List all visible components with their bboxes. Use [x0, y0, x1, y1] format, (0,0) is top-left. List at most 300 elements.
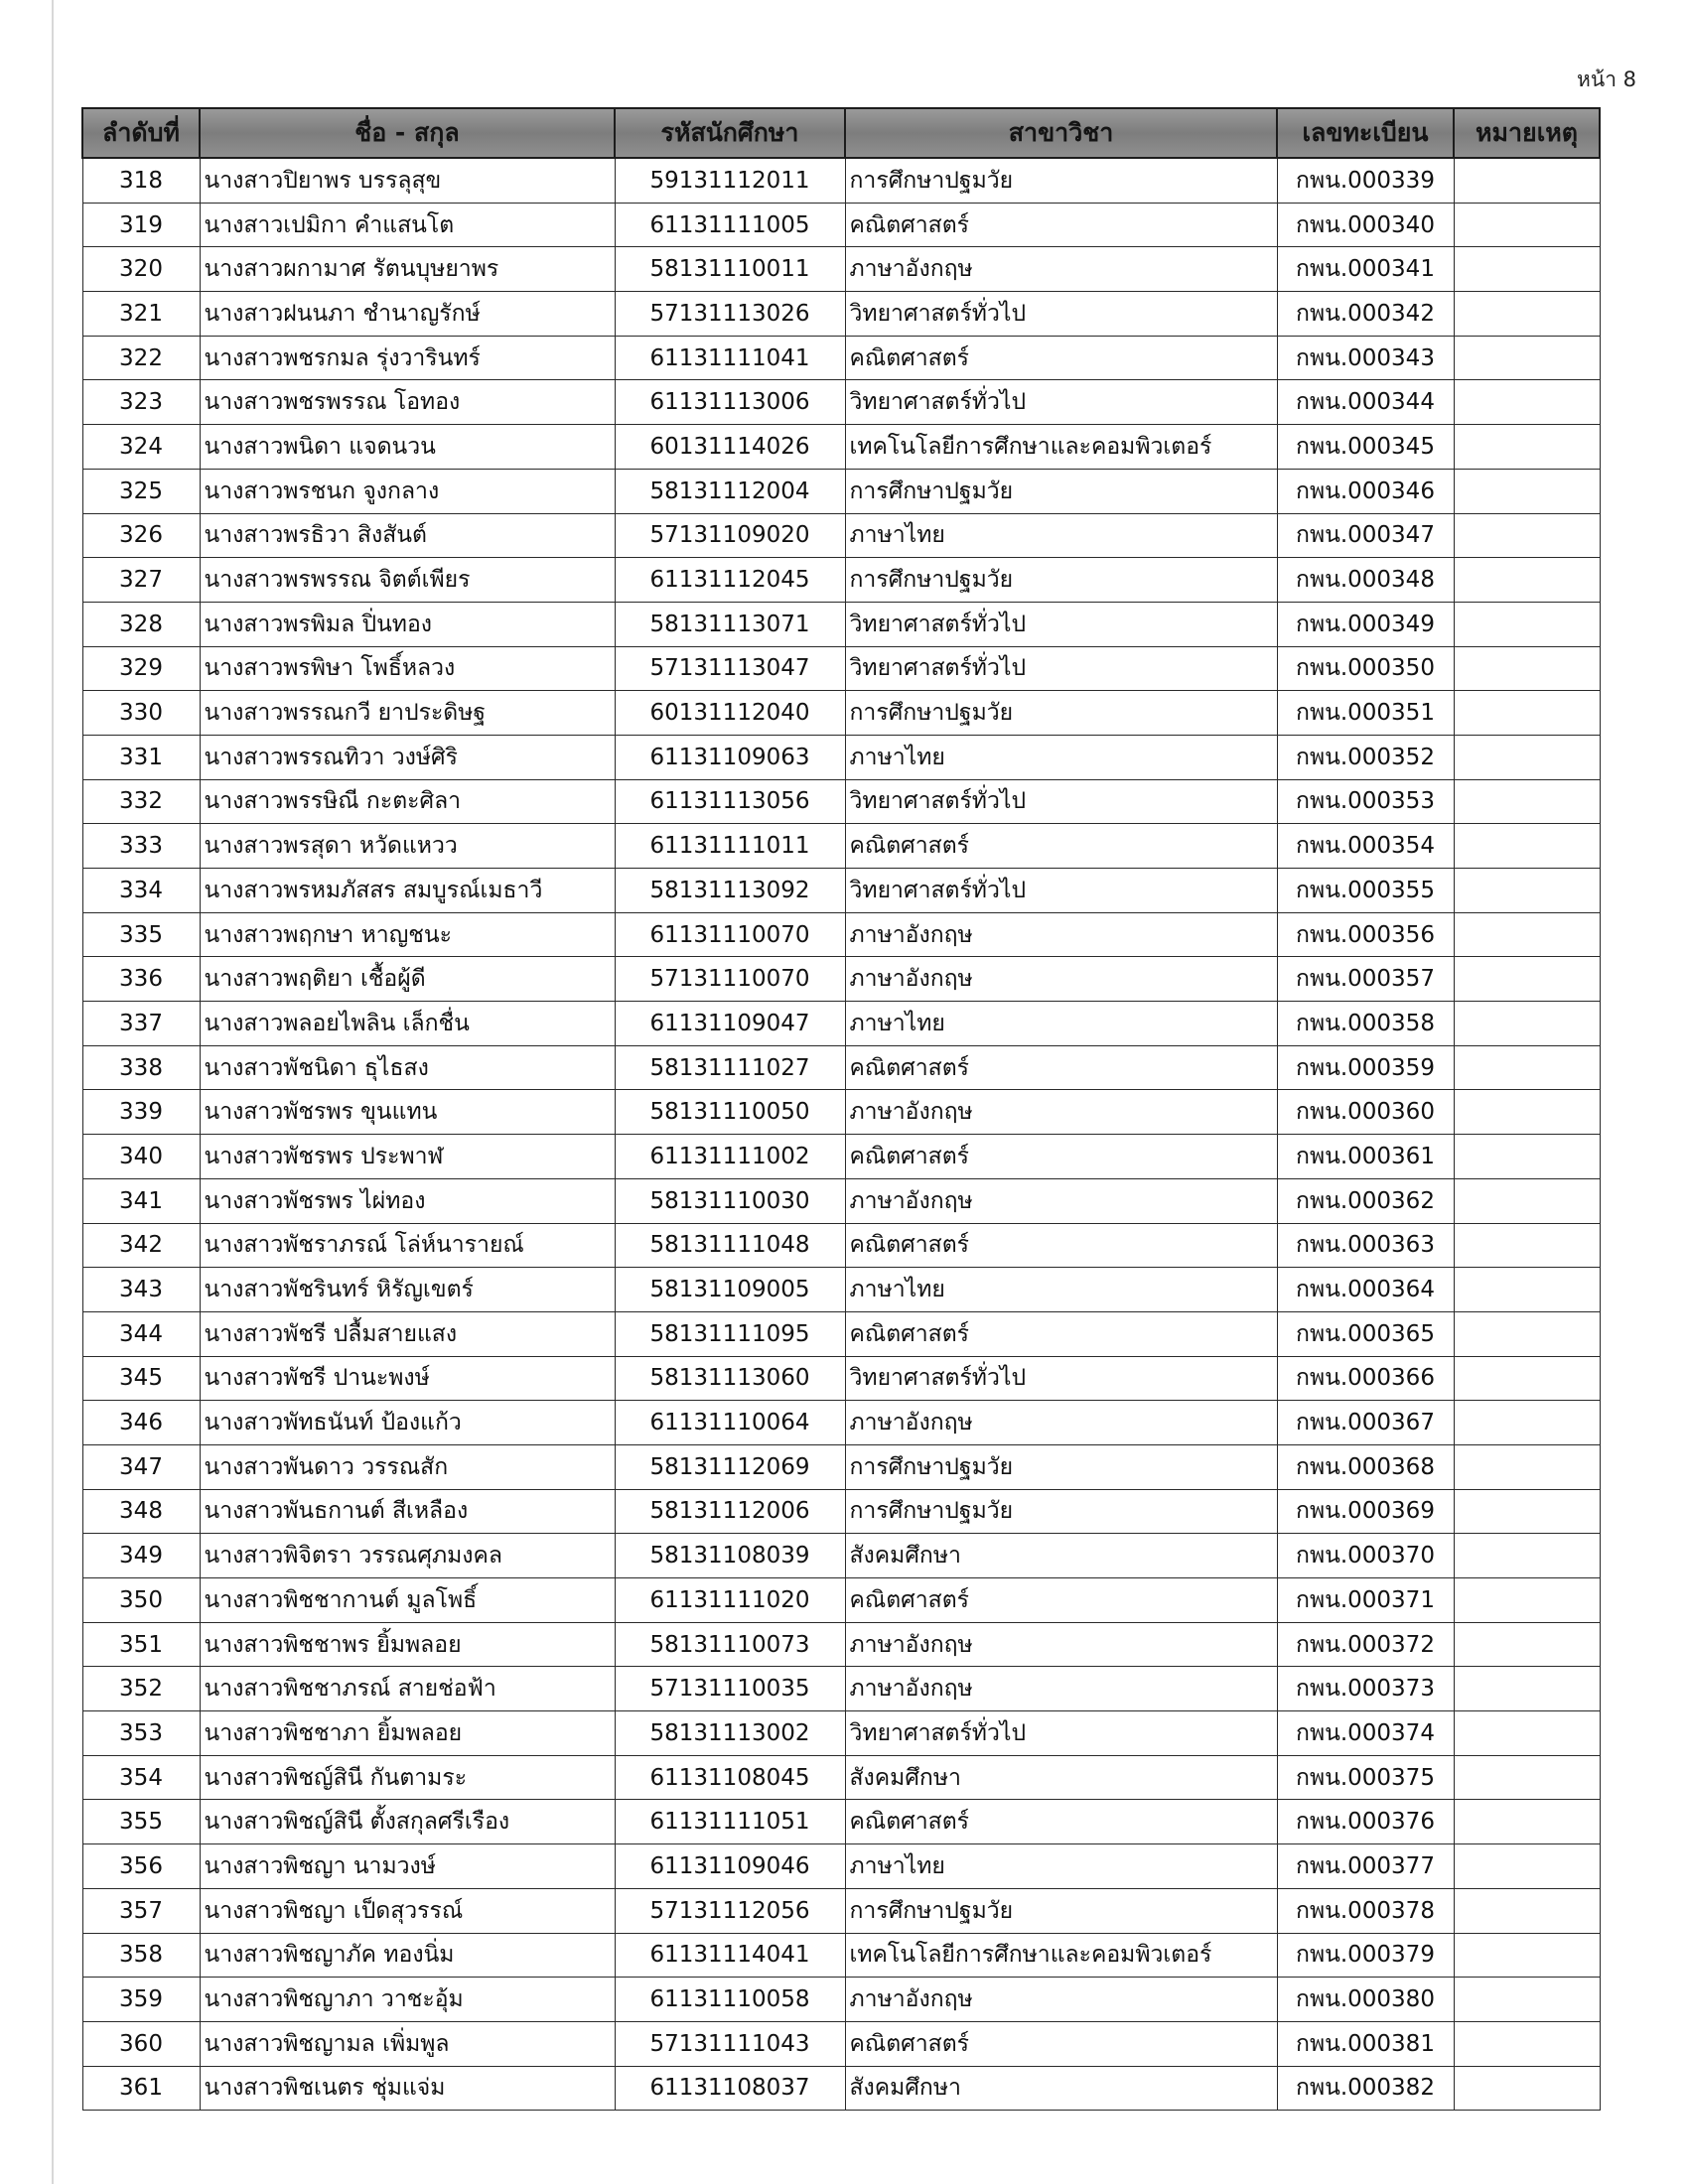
full-name-cell: นางสาวพชรพรรณ โอทอง [200, 380, 615, 425]
full-name-cell: นางสาวพรพรรณ จิตต์เพียร [200, 558, 615, 603]
student-id-cell: 61131108037 [615, 2066, 845, 2111]
student-id-cell: 57131113047 [615, 646, 845, 691]
order-number-cell: 336 [82, 957, 200, 1002]
major-cell: การศึกษาปฐมวัย [845, 691, 1277, 736]
order-number-cell: 319 [82, 203, 200, 247]
order-number-cell: 333 [82, 824, 200, 869]
order-number-cell: 350 [82, 1578, 200, 1623]
registration-number-cell: กพน.000365 [1277, 1311, 1454, 1356]
order-number-cell: 360 [82, 2021, 200, 2066]
remarks-cell [1454, 957, 1600, 1002]
table-row [82, 1444, 1600, 1489]
full-name-cell: นางสาวพรรณทิวา วงษ์ศิริ [200, 735, 615, 779]
table-row [82, 292, 1600, 337]
registration-number-cell: กพน.000341 [1277, 247, 1454, 292]
order-number-cell: 347 [82, 1444, 200, 1489]
registration-number-cell: กพน.000367 [1277, 1401, 1454, 1445]
registration-number-cell: กพน.000346 [1277, 469, 1454, 513]
student-id-cell: 61131112045 [615, 558, 845, 603]
full-name-cell: นางสาวพรหมภัสสร สมบูรณ์เมธาวี [200, 869, 615, 913]
remarks-cell [1454, 646, 1600, 691]
registration-number-cell: กพน.000379 [1277, 1933, 1454, 1978]
registration-number-cell: กพน.000381 [1277, 2021, 1454, 2066]
student-id-cell: 61131113056 [615, 779, 845, 824]
remarks-cell [1454, 292, 1600, 337]
remarks-cell [1454, 1755, 1600, 1800]
major-cell: การศึกษาปฐมวัย [845, 1444, 1277, 1489]
table-row [82, 735, 1600, 779]
student-id-cell: 61131111002 [615, 1135, 845, 1179]
student-id-cell: 57131110070 [615, 957, 845, 1002]
remarks-cell [1454, 735, 1600, 779]
major-cell: เทคโนโลยีการศึกษาและคอมพิวเตอร์ [845, 1933, 1277, 1978]
major-cell: ภาษาอังกฤษ [845, 1978, 1277, 2022]
table-row [82, 1888, 1600, 1933]
remarks-cell [1454, 1045, 1600, 1090]
full-name-cell: นางสาวพิชญ์สินี ตั้งสกุลศรีเรือง [200, 1800, 615, 1844]
full-name-cell: นางสาวพฤติยา เชื้อผู้ดี [200, 957, 615, 1002]
remarks-cell [1454, 1401, 1600, 1445]
student-id-cell: 61131109063 [615, 735, 845, 779]
full-name-cell: นางสาวพัชรพร ไผ่ทอง [200, 1178, 615, 1223]
remarks-cell [1454, 1711, 1600, 1756]
table-row [82, 602, 1600, 646]
header-major: สาขาวิชา [845, 108, 1277, 158]
table-row [82, 824, 1600, 869]
major-cell: สังคมศึกษา [845, 1534, 1277, 1578]
student-id-cell: 61131111041 [615, 336, 845, 380]
student-id-cell: 58131113092 [615, 869, 845, 913]
order-number-cell: 346 [82, 1401, 200, 1445]
student-id-cell: 57131110035 [615, 1667, 845, 1711]
remarks-cell [1454, 247, 1600, 292]
full-name-cell: นางสาวพิจิตรา วรรณศุภมงคล [200, 1534, 615, 1578]
major-cell: คณิตศาสตร์ [845, 1578, 1277, 1623]
order-number-cell: 356 [82, 1844, 200, 1889]
registration-number-cell: กพน.000344 [1277, 380, 1454, 425]
full-name-cell: นางสาวพัชนิดา ธุไธสง [200, 1045, 615, 1090]
remarks-cell [1454, 824, 1600, 869]
table-row [82, 1002, 1600, 1046]
table-row [82, 1135, 1600, 1179]
student-id-cell: 57131112056 [615, 1888, 845, 1933]
order-number-cell: 323 [82, 380, 200, 425]
student-id-cell: 61131114041 [615, 1933, 845, 1978]
order-number-cell: 343 [82, 1268, 200, 1312]
table-row [82, 1711, 1600, 1756]
student-id-cell: 61131109046 [615, 1844, 845, 1889]
major-cell: คณิตศาสตร์ [845, 1223, 1277, 1268]
major-cell: คณิตศาสตร์ [845, 2021, 1277, 2066]
student-id-cell: 61131111051 [615, 1800, 845, 1844]
full-name-cell: นางสาวพิชชากานต์ มูลโพธิ์ [200, 1578, 615, 1623]
student-id-cell: 58131111095 [615, 1311, 845, 1356]
table-row [82, 1978, 1600, 2022]
remarks-cell [1454, 869, 1600, 913]
major-cell: การศึกษาปฐมวัย [845, 558, 1277, 603]
registration-number-cell: กพน.000353 [1277, 779, 1454, 824]
major-cell: คณิตศาสตร์ [845, 1135, 1277, 1179]
major-cell: ภาษาไทย [845, 735, 1277, 779]
registration-number-cell: กพน.000347 [1277, 513, 1454, 558]
order-number-cell: 352 [82, 1667, 200, 1711]
table-row [82, 469, 1600, 513]
major-cell: วิทยาศาสตร์ทั่วไป [845, 869, 1277, 913]
registration-number-cell: กพน.000359 [1277, 1045, 1454, 1090]
registration-number-cell: กพน.000345 [1277, 425, 1454, 470]
registration-number-cell: กพน.000366 [1277, 1356, 1454, 1401]
major-cell: คณิตศาสตร์ [845, 1045, 1277, 1090]
student-id-cell: 61131110070 [615, 912, 845, 957]
remarks-cell [1454, 1978, 1600, 2022]
student-id-cell: 58131109005 [615, 1268, 845, 1312]
registration-number-cell: กพน.000356 [1277, 912, 1454, 957]
major-cell: ภาษาไทย [845, 1268, 1277, 1312]
major-cell: คณิตศาสตร์ [845, 336, 1277, 380]
full-name-cell: นางสาวพรรษิณี กะตะศิลา [200, 779, 615, 824]
remarks-cell [1454, 1223, 1600, 1268]
order-number-cell: 320 [82, 247, 200, 292]
full-name-cell: นางสาวพัชราภรณ์ โล่ห์นารายณ์ [200, 1223, 615, 1268]
major-cell: การศึกษาปฐมวัย [845, 1888, 1277, 1933]
major-cell: ภาษาอังกฤษ [845, 1401, 1277, 1445]
student-id-cell: 58131110073 [615, 1622, 845, 1667]
registration-number-cell: กพน.000339 [1277, 158, 1454, 203]
student-id-cell: 61131113006 [615, 380, 845, 425]
remarks-cell [1454, 2021, 1600, 2066]
table-header [82, 108, 1600, 158]
table-row [82, 779, 1600, 824]
order-number-cell: 338 [82, 1045, 200, 1090]
full-name-cell: นางสาวผกามาศ รัตนบุษยาพร [200, 247, 615, 292]
remarks-cell [1454, 203, 1600, 247]
order-number-cell: 328 [82, 602, 200, 646]
page-edge-line [52, 0, 54, 2184]
roster-table [81, 107, 1601, 2111]
student-id-cell: 58131113071 [615, 602, 845, 646]
student-id-cell: 61131109047 [615, 1002, 845, 1046]
remarks-cell [1454, 1311, 1600, 1356]
student-id-cell: 61131110058 [615, 1978, 845, 2022]
full-name-cell: นางสาวพันธกานต์ สีเหลือง [200, 1489, 615, 1534]
order-number-cell: 361 [82, 2066, 200, 2111]
full-name-cell: นางสาวพรรณกวี ยาประดิษฐ [200, 691, 615, 736]
order-number-cell: 344 [82, 1311, 200, 1356]
major-cell: ภาษาอังกฤษ [845, 1090, 1277, 1135]
full-name-cell: นางสาวพรชนก จูงกลาง [200, 469, 615, 513]
table-row [82, 158, 1600, 203]
major-cell: ภาษาอังกฤษ [845, 957, 1277, 1002]
table-row [82, 912, 1600, 957]
header-remarks: หมายเหตุ [1454, 108, 1600, 158]
table-row [82, 1933, 1600, 1978]
order-number-cell: 339 [82, 1090, 200, 1135]
remarks-cell [1454, 1800, 1600, 1844]
student-id-cell: 61131111011 [615, 824, 845, 869]
remarks-cell [1454, 912, 1600, 957]
student-id-cell: 58131113060 [615, 1356, 845, 1401]
order-number-cell: 318 [82, 158, 200, 203]
full-name-cell: นางสาวพัทธนันท์ ป้องแก้ว [200, 1401, 615, 1445]
student-id-cell: 58131111027 [615, 1045, 845, 1090]
major-cell: เทคโนโลยีการศึกษาและคอมพิวเตอร์ [845, 425, 1277, 470]
student-id-cell: 58131112069 [615, 1444, 845, 1489]
remarks-cell [1454, 513, 1600, 558]
student-id-cell: 58131108039 [615, 1534, 845, 1578]
full-name-cell: นางสาวปิยาพร บรรลุสุข [200, 158, 615, 203]
page-number: หน้า 8 [1577, 68, 1637, 91]
order-number-cell: 321 [82, 292, 200, 337]
full-name-cell: นางสาวพิชญาภา วาชะอุ้ม [200, 1978, 615, 2022]
roster-table-container [81, 107, 1599, 2111]
order-number-cell: 326 [82, 513, 200, 558]
order-number-cell: 327 [82, 558, 200, 603]
table-row [82, 1090, 1600, 1135]
full-name-cell: นางสาวพรธิวา สิงสันต์ [200, 513, 615, 558]
student-id-cell: 58131110050 [615, 1090, 845, 1135]
registration-number-cell: กพน.000351 [1277, 691, 1454, 736]
remarks-cell [1454, 1356, 1600, 1401]
remarks-cell [1454, 558, 1600, 603]
student-id-cell: 61131111020 [615, 1578, 845, 1623]
order-number-cell: 324 [82, 425, 200, 470]
order-number-cell: 345 [82, 1356, 200, 1401]
remarks-cell [1454, 1002, 1600, 1046]
registration-number-cell: กพน.000342 [1277, 292, 1454, 337]
remarks-cell [1454, 380, 1600, 425]
student-id-cell: 58131112006 [615, 1489, 845, 1534]
registration-number-cell: กพน.000374 [1277, 1711, 1454, 1756]
order-number-cell: 349 [82, 1534, 200, 1578]
major-cell: สังคมศึกษา [845, 2066, 1277, 2111]
remarks-cell [1454, 1489, 1600, 1534]
full-name-cell: นางสาวพฤกษา หาญชนะ [200, 912, 615, 957]
order-number-cell: 353 [82, 1711, 200, 1756]
registration-number-cell: กพน.000363 [1277, 1223, 1454, 1268]
student-id-cell: 61131111005 [615, 203, 845, 247]
table-row [82, 513, 1600, 558]
student-id-cell: 57131111043 [615, 2021, 845, 2066]
major-cell: ภาษาไทย [845, 1002, 1277, 1046]
table-row [82, 2066, 1600, 2111]
registration-number-cell: กพน.000360 [1277, 1090, 1454, 1135]
registration-number-cell: กพน.000376 [1277, 1800, 1454, 1844]
order-number-cell: 354 [82, 1755, 200, 1800]
order-number-cell: 351 [82, 1622, 200, 1667]
table-row [82, 2021, 1600, 2066]
registration-number-cell: กพน.000348 [1277, 558, 1454, 603]
table-row [82, 1667, 1600, 1711]
remarks-cell [1454, 336, 1600, 380]
registration-number-cell: กพน.000377 [1277, 1844, 1454, 1889]
registration-number-cell: กพน.000364 [1277, 1268, 1454, 1312]
full-name-cell: นางสาวพัชรินทร์ หิรัญเขตร์ [200, 1268, 615, 1312]
order-number-cell: 341 [82, 1178, 200, 1223]
remarks-cell [1454, 1178, 1600, 1223]
registration-number-cell: กพน.000340 [1277, 203, 1454, 247]
table-row [82, 1178, 1600, 1223]
header-full-name: ชื่อ - สกุล [200, 108, 615, 158]
major-cell: วิทยาศาสตร์ทั่วไป [845, 380, 1277, 425]
remarks-cell [1454, 425, 1600, 470]
order-number-cell: 348 [82, 1489, 200, 1534]
major-cell: วิทยาศาสตร์ทั่วไป [845, 646, 1277, 691]
registration-number-cell: กพน.000370 [1277, 1534, 1454, 1578]
student-id-cell: 57131113026 [615, 292, 845, 337]
order-number-cell: 331 [82, 735, 200, 779]
table-row [82, 1268, 1600, 1312]
table-row [82, 1844, 1600, 1889]
registration-number-cell: กพน.000378 [1277, 1888, 1454, 1933]
major-cell: ภาษาไทย [845, 513, 1277, 558]
header-order-number: ลำดับที่ [82, 108, 200, 158]
order-number-cell: 357 [82, 1888, 200, 1933]
order-number-cell: 358 [82, 1933, 200, 1978]
full-name-cell: นางสาวพรพิมล ปิ่นทอง [200, 602, 615, 646]
full-name-cell: นางสาวพิชชาภรณ์ สายช่อฟ้า [200, 1667, 615, 1711]
major-cell: การศึกษาปฐมวัย [845, 158, 1277, 203]
full-name-cell: นางสาวพรพิษา โพธิ์หลวง [200, 646, 615, 691]
table-row [82, 691, 1600, 736]
remarks-cell [1454, 1622, 1600, 1667]
order-number-cell: 342 [82, 1223, 200, 1268]
full-name-cell: นางสาวพิชเนตร ชุ่มแจ่ม [200, 2066, 615, 2111]
registration-number-cell: กพน.000357 [1277, 957, 1454, 1002]
student-id-cell: 59131112011 [615, 158, 845, 203]
table-row [82, 558, 1600, 603]
registration-number-cell: กพน.000358 [1277, 1002, 1454, 1046]
table-row [82, 646, 1600, 691]
header-registration-number: เลขทะเบียน [1277, 108, 1454, 158]
table-row [82, 1489, 1600, 1534]
table-row [82, 1045, 1600, 1090]
table-row [82, 1356, 1600, 1401]
remarks-cell [1454, 1444, 1600, 1489]
major-cell: วิทยาศาสตร์ทั่วไป [845, 602, 1277, 646]
registration-number-cell: กพน.000352 [1277, 735, 1454, 779]
student-id-cell: 58131111048 [615, 1223, 845, 1268]
table-body [82, 158, 1600, 2111]
major-cell: วิทยาศาสตร์ทั่วไป [845, 292, 1277, 337]
remarks-cell [1454, 779, 1600, 824]
table-row [82, 1534, 1600, 1578]
full-name-cell: นางสาวพัชรี ปลื้มสายแสง [200, 1311, 615, 1356]
table-row [82, 1622, 1600, 1667]
remarks-cell [1454, 1578, 1600, 1623]
remarks-cell [1454, 469, 1600, 513]
registration-number-cell: กพน.000354 [1277, 824, 1454, 869]
major-cell: ภาษาอังกฤษ [845, 912, 1277, 957]
major-cell: ภาษาอังกฤษ [845, 247, 1277, 292]
registration-number-cell: กพน.000355 [1277, 869, 1454, 913]
table-row [82, 336, 1600, 380]
registration-number-cell: กพน.000372 [1277, 1622, 1454, 1667]
student-id-cell: 61131108045 [615, 1755, 845, 1800]
student-id-cell: 58131112004 [615, 469, 845, 513]
remarks-cell [1454, 1933, 1600, 1978]
major-cell: การศึกษาปฐมวัย [845, 469, 1277, 513]
major-cell: คณิตศาสตร์ [845, 1800, 1277, 1844]
registration-number-cell: กพน.000361 [1277, 1135, 1454, 1179]
table-row [82, 203, 1600, 247]
registration-number-cell: กพน.000369 [1277, 1489, 1454, 1534]
major-cell: วิทยาศาสตร์ทั่วไป [845, 1711, 1277, 1756]
student-id-cell: 60131112040 [615, 691, 845, 736]
full-name-cell: นางสาวพิชญาภัค ทองนิ่ม [200, 1933, 615, 1978]
full-name-cell: นางสาวพิชชาพร ยิ้มพลอย [200, 1622, 615, 1667]
full-name-cell: นางสาวพัชรพร ประพาฬ [200, 1135, 615, 1179]
remarks-cell [1454, 1268, 1600, 1312]
table-row [82, 1223, 1600, 1268]
full-name-cell: นางสาวพนิดา แจดนวน [200, 425, 615, 470]
major-cell: ภาษาอังกฤษ [845, 1667, 1277, 1711]
major-cell: การศึกษาปฐมวัย [845, 1489, 1277, 1534]
table-row [82, 247, 1600, 292]
order-number-cell: 359 [82, 1978, 200, 2022]
order-number-cell: 325 [82, 469, 200, 513]
remarks-cell [1454, 1888, 1600, 1933]
registration-number-cell: กพน.000362 [1277, 1178, 1454, 1223]
remarks-cell [1454, 602, 1600, 646]
order-number-cell: 332 [82, 779, 200, 824]
student-id-cell: 58131110030 [615, 1178, 845, 1223]
full-name-cell: นางสาวพันดาว วรรณสัก [200, 1444, 615, 1489]
major-cell: คณิตศาสตร์ [845, 824, 1277, 869]
table-row [82, 1800, 1600, 1844]
remarks-cell [1454, 158, 1600, 203]
order-number-cell: 329 [82, 646, 200, 691]
student-id-cell: 58131110011 [615, 247, 845, 292]
student-id-cell: 58131113002 [615, 1711, 845, 1756]
full-name-cell: นางสาวพิชญ์สินี กันตามระ [200, 1755, 615, 1800]
major-cell: วิทยาศาสตร์ทั่วไป [845, 779, 1277, 824]
major-cell: ภาษาอังกฤษ [845, 1622, 1277, 1667]
table-row [82, 1578, 1600, 1623]
full-name-cell: นางสาวฝนนภา ชำนาญรักษ์ [200, 292, 615, 337]
remarks-cell [1454, 691, 1600, 736]
table-row [82, 1401, 1600, 1445]
remarks-cell [1454, 1135, 1600, 1179]
full-name-cell: นางสาวพิชญา เป็ดสุวรรณ์ [200, 1888, 615, 1933]
remarks-cell [1454, 1534, 1600, 1578]
registration-number-cell: กพน.000382 [1277, 2066, 1454, 2111]
student-id-cell: 61131110064 [615, 1401, 845, 1445]
header-student-id: รหัสนักศึกษา [615, 108, 845, 158]
table-row [82, 957, 1600, 1002]
remarks-cell [1454, 1844, 1600, 1889]
registration-number-cell: กพน.000368 [1277, 1444, 1454, 1489]
table-row [82, 380, 1600, 425]
full-name-cell: นางสาวเปมิกา คำแสนโต [200, 203, 615, 247]
full-name-cell: นางสาวพลอยไพลิน เล็กชื่น [200, 1002, 615, 1046]
registration-number-cell: กพน.000349 [1277, 602, 1454, 646]
table-row [82, 869, 1600, 913]
major-cell: ภาษาไทย [845, 1844, 1277, 1889]
full-name-cell: นางสาวพัชรี ปานะพงษ์ [200, 1356, 615, 1401]
registration-number-cell: กพน.000380 [1277, 1978, 1454, 2022]
table-row [82, 425, 1600, 470]
order-number-cell: 330 [82, 691, 200, 736]
registration-number-cell: กพน.000343 [1277, 336, 1454, 380]
remarks-cell [1454, 1667, 1600, 1711]
major-cell: ภาษาอังกฤษ [845, 1178, 1277, 1223]
major-cell: คณิตศาสตร์ [845, 1311, 1277, 1356]
major-cell: สังคมศึกษา [845, 1755, 1277, 1800]
registration-number-cell: กพน.000371 [1277, 1578, 1454, 1623]
order-number-cell: 334 [82, 869, 200, 913]
major-cell: คณิตศาสตร์ [845, 203, 1277, 247]
registration-number-cell: กพน.000373 [1277, 1667, 1454, 1711]
